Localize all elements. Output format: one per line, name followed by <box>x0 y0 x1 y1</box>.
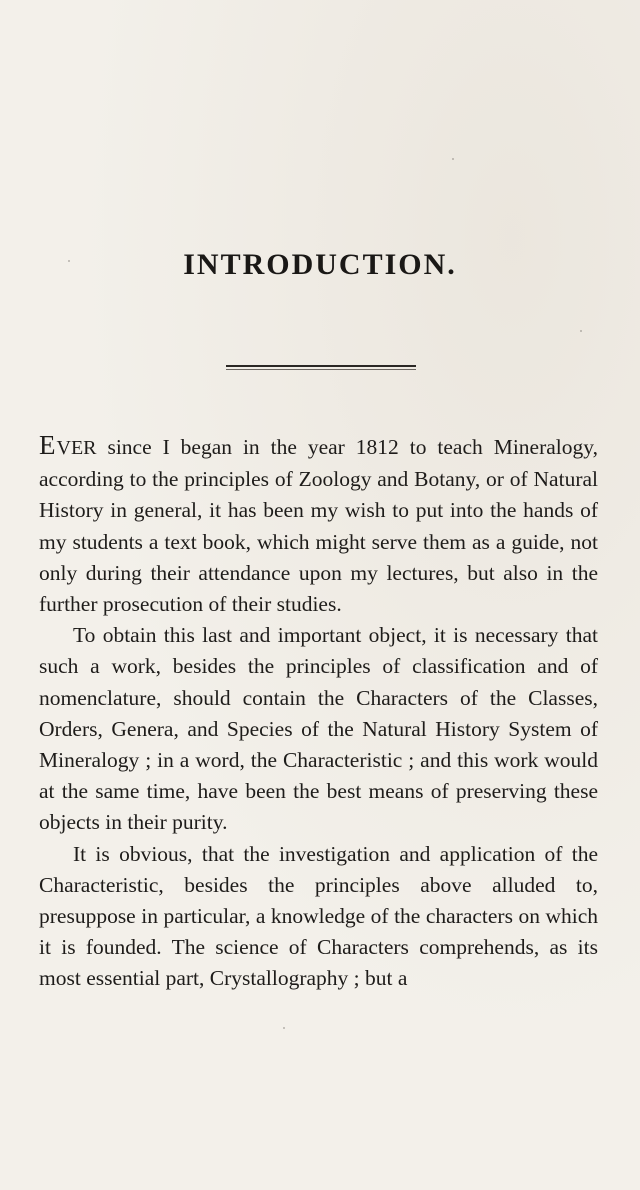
body-text <box>39 430 598 995</box>
lead-small-caps: VER <box>56 437 97 459</box>
paragraph-1 <box>39 430 598 620</box>
heading-divider <box>226 365 416 367</box>
paragraph-2: To obtain this last and important object, it is necessary that such a work, besides the principles of classification and of nomenclature, should contain the Characters of the Classes, Orders, Genera, and Species of the Natural History System of Mineralogy ; in a word, the Characteristic ; and this work would at the same time, have been the best means of preserving these objects in their purity. <box>39 623 598 835</box>
paper-speck <box>68 260 70 262</box>
heading-divider-thin <box>226 369 416 370</box>
paper-speck <box>580 330 582 332</box>
page-heading: INTRODUCTION. <box>183 248 457 281</box>
paper-speck <box>283 1027 285 1029</box>
paragraph-3: It is obvious, that the investigation and application of the Characteristic, besides the principles above alluded to, presuppose in particular, a knowledge of the characters on which it is founded. The science of Characters comprehends, as its most essential part, Crystallography ; but a <box>39 841 598 991</box>
paragraph-1-text: since I began in the year 1812 to teach Mineralogy, according to the principles of Zoology and Botany, or of Natural History in general, it has been my wish to put into the hands of my students a text book, which might serve them as a guide, not only during their attendance upon my lectures, but also in the further prosecution of their studies. <box>39 435 598 617</box>
lead-capital: E <box>39 430 57 460</box>
paper-speck <box>452 158 454 160</box>
